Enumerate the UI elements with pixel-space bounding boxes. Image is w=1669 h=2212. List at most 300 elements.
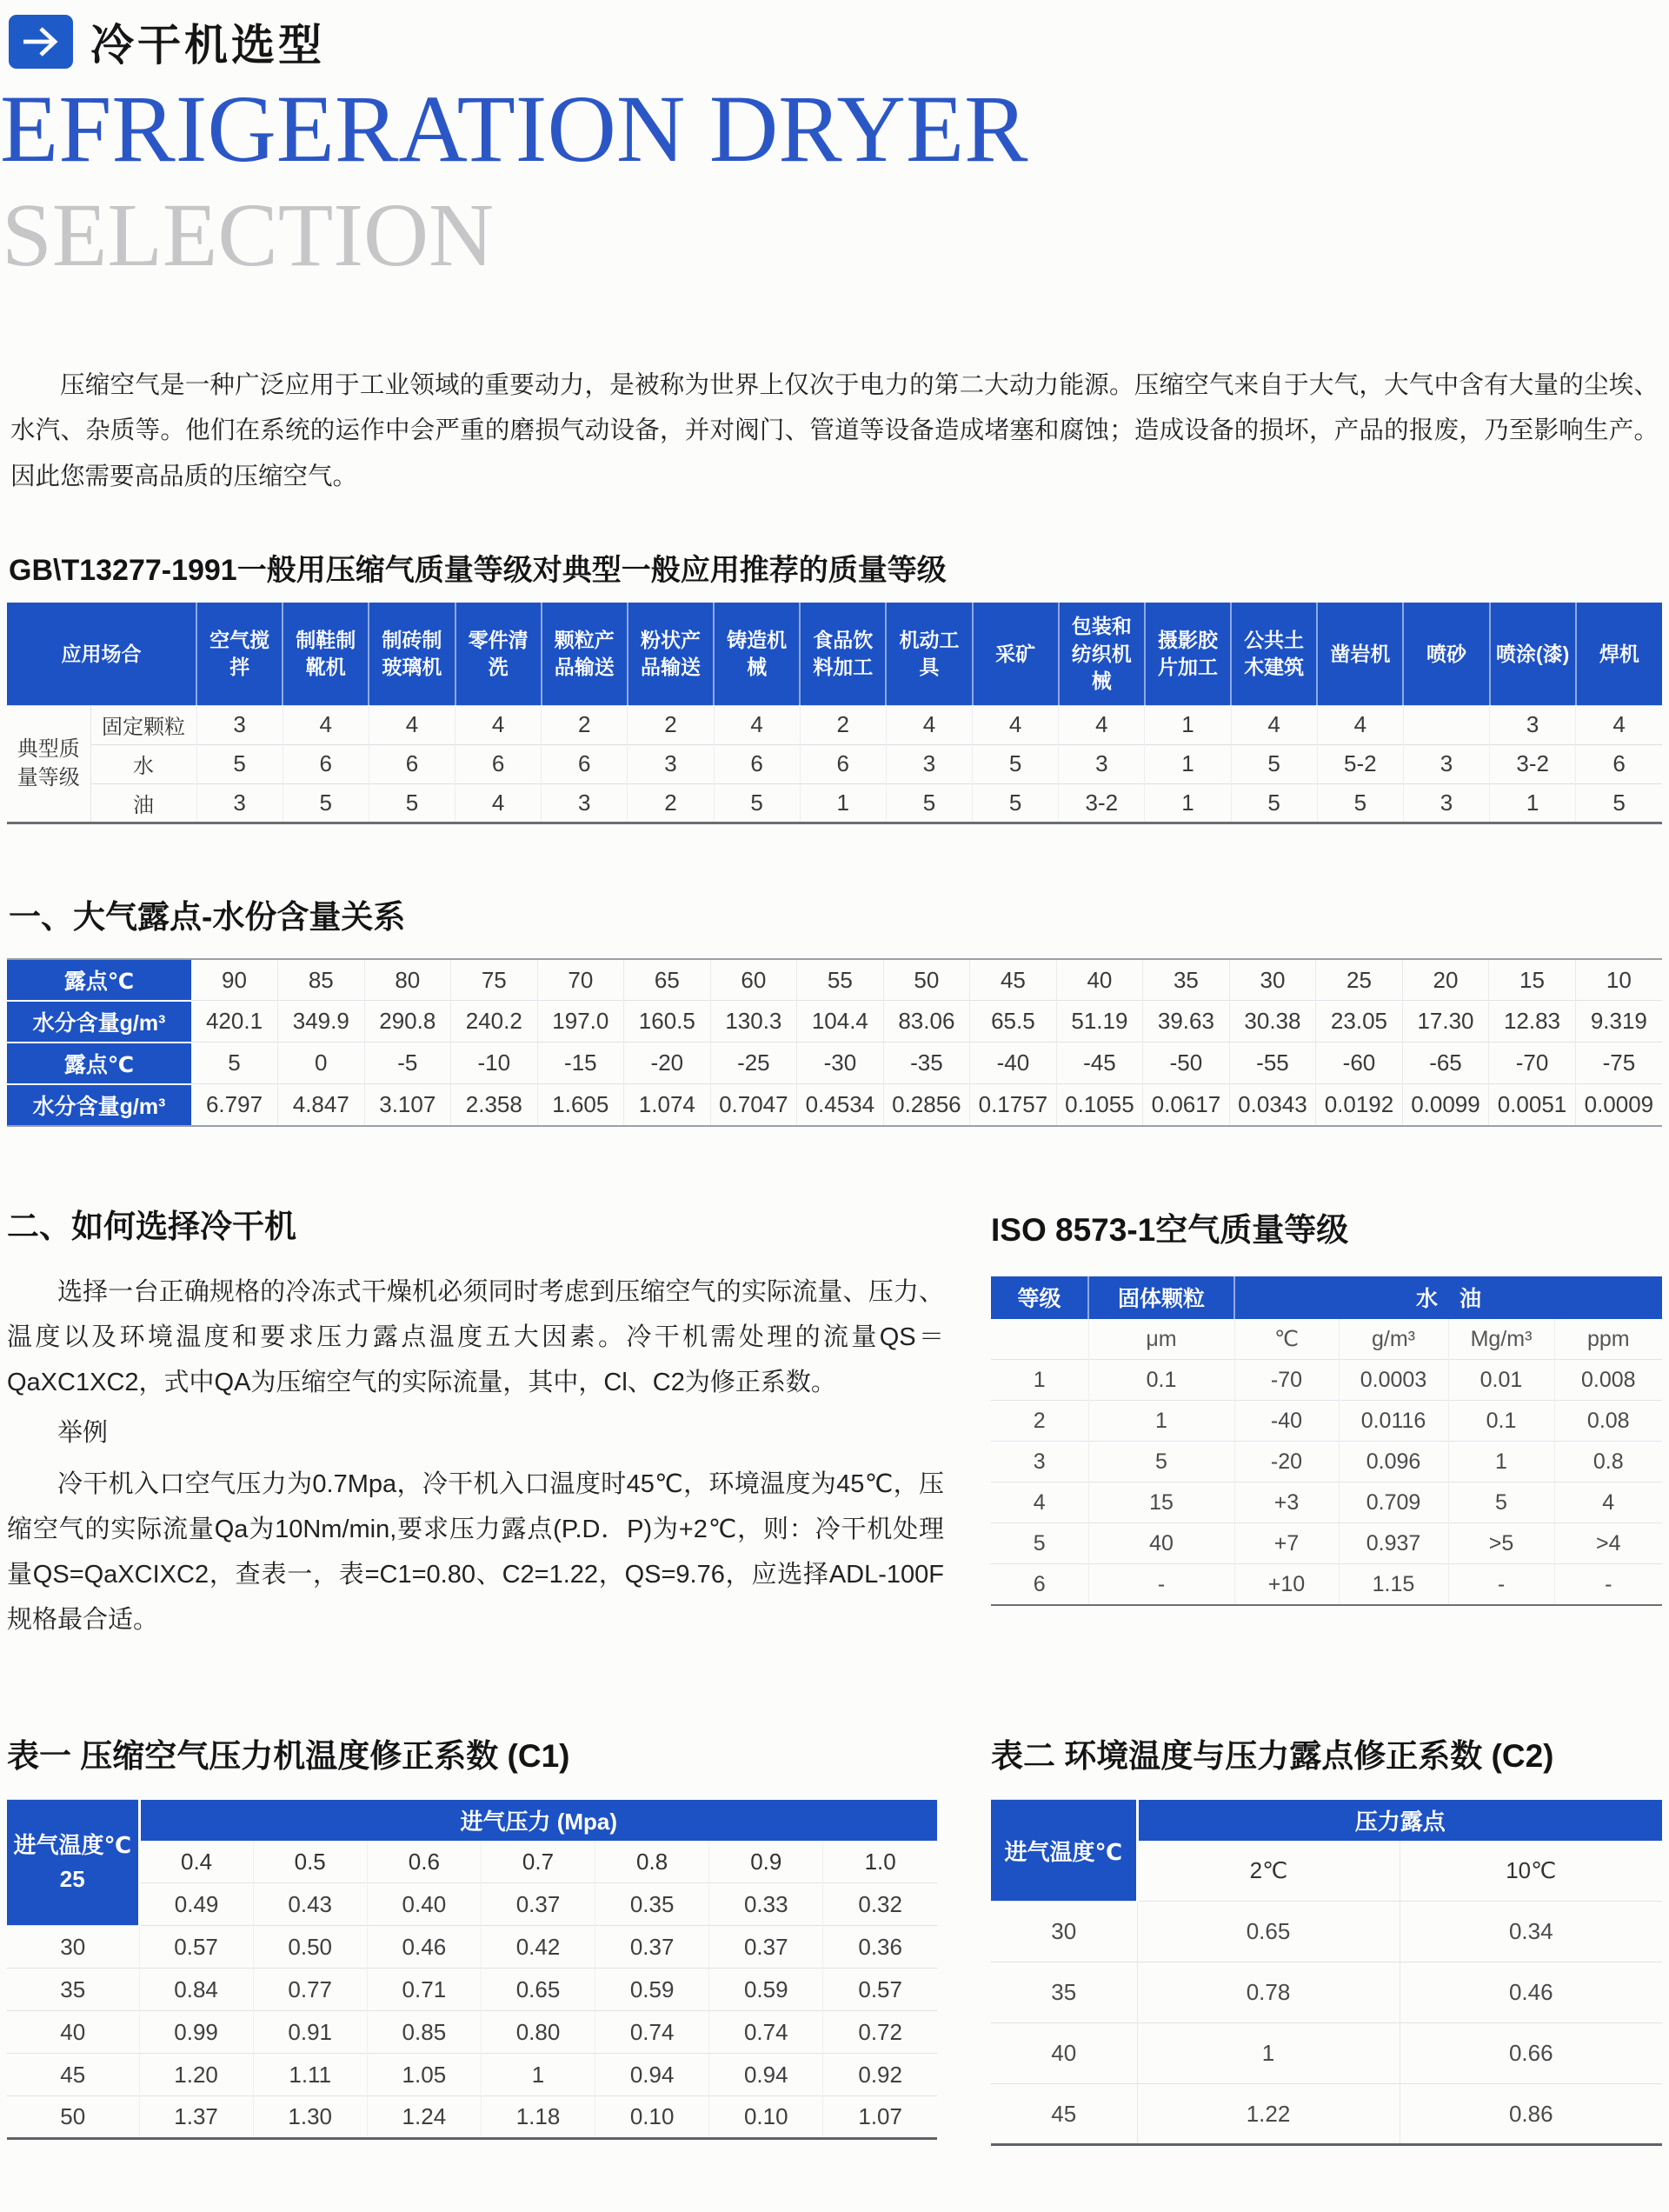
dew-row-label: 水分含量g/m³ [7, 1084, 191, 1126]
table-cell: 3 [196, 783, 283, 823]
table-cell: 5 [1317, 783, 1403, 823]
gb-data-row [7, 744, 1662, 783]
gb-column-header: 粉状产品输送 [628, 603, 714, 705]
table-cell: 3 [1490, 705, 1576, 744]
page-title-en-line2: SELECTION [2, 184, 495, 285]
table-cell: 0.1 [1088, 1360, 1234, 1401]
c1-column [7, 1729, 944, 2140]
gb-column-header: 颗粒产品输送 [542, 603, 628, 705]
c1-temp-cell: 50 [7, 2096, 139, 2139]
table-cell: 0.77 [253, 1969, 367, 2011]
bottom-section [7, 1729, 1662, 2146]
table-cell: 0.99 [139, 2011, 253, 2054]
table-cell: 1 [1145, 744, 1231, 783]
right-arrow-icon [20, 23, 62, 61]
iso-data-row [991, 1564, 1662, 1605]
gb-column-header: 铸造机械 [714, 603, 800, 705]
table-cell: 0.46 [367, 1926, 481, 1969]
table-cell: 40 [1088, 1523, 1234, 1564]
gb-column-header: 机动工具 [886, 603, 972, 705]
table-cell: 0.008 [1554, 1360, 1662, 1401]
table-cell: 0.43 [253, 1883, 367, 1926]
table-cell: 1.18 [481, 2096, 595, 2139]
intro-paragraph: 压缩空气是一种广泛应用于工业领域的重要动力，是被称为世界上仅次于电力的第二大动力能源。压缩空气来自于大气，大气中含有大量的尘埃、水汽、杂质等。他们在系统的运作中会严重的磨损气动设备，并对阀门、管道等设备造成堵塞和腐蚀；造成设备的损坏，产品的报废，乃至影响生产。因此您需要高品质的压缩空气。 [10, 370, 1659, 490]
c2-column [991, 1729, 1662, 2146]
table-cell: 45 [970, 959, 1057, 1001]
table-cell: 1 [1088, 1401, 1234, 1442]
table-cell: 5 [283, 783, 369, 823]
c1-data-row [7, 2096, 937, 2139]
gb-column-header: 采矿 [973, 603, 1059, 705]
c2-data-row [991, 1902, 1662, 1962]
table-cell: 0.7047 [710, 1084, 797, 1126]
iso-data-row [991, 1360, 1662, 1401]
table-cell: -20 [1234, 1442, 1339, 1482]
table-cell: 4 [455, 783, 542, 823]
table-cell: 75 [451, 959, 538, 1001]
table-cell: 0.37 [481, 1883, 595, 1926]
gb-table-heading: GB\T13277-1991一般用压缩气质量等级对典型一般应用推荐的质量等级 [9, 554, 947, 588]
gb-column-header: 零件清洗 [455, 603, 542, 705]
gb-data-row [7, 705, 1662, 744]
table-cell: 0.74 [595, 2011, 709, 2054]
table-cell: 35 [1143, 959, 1230, 1001]
table-cell: 85 [278, 959, 365, 1001]
table-cell: >5 [1448, 1523, 1554, 1564]
select-paragraph-2: 举例 [57, 1419, 109, 1448]
gb-row-group-label: 典型质量等级 [7, 705, 90, 823]
table-cell: 0.71 [367, 1969, 481, 2011]
table-cell: 5 [1576, 783, 1662, 823]
dew-section-heading: 一、大气露点-水份含量关系 [9, 898, 406, 935]
table-cell: 6.797 [191, 1084, 278, 1126]
c1-span-header: 进气压力 (Mpa) [139, 1800, 937, 1841]
table-cell: 4 [1059, 705, 1145, 744]
table-cell: 0.32 [823, 1883, 937, 1926]
table-cell: 1.05 [367, 2054, 481, 2096]
iso-data-row [991, 1401, 1662, 1442]
table-cell: -55 [1229, 1043, 1316, 1084]
c1-stub-label: 进气温度℃ [13, 1832, 131, 1859]
table-cell: -40 [970, 1043, 1057, 1084]
table-cell: 65 [624, 959, 711, 1001]
table-cell: 3 [542, 783, 628, 823]
table-cell: 9.319 [1575, 1001, 1662, 1043]
table-cell: 290.8 [364, 1001, 451, 1043]
table-cell: -50 [1143, 1043, 1230, 1084]
iso-particle-header: 固体颗粒 [1088, 1276, 1234, 1319]
dew-data-row [7, 959, 1662, 1001]
table-cell: 6 [991, 1564, 1088, 1605]
table-cell: 50 [883, 959, 970, 1001]
table-cell: 5 [973, 783, 1059, 823]
iso-data-row [991, 1482, 1662, 1523]
gb-column-header: 包装和纺织机械 [1059, 603, 1145, 705]
table-cell: -25 [710, 1043, 797, 1084]
table-cell: ℃ [1234, 1319, 1339, 1360]
table-cell: 5 [1088, 1442, 1234, 1482]
c2-data-row [991, 1962, 1662, 2023]
dew-row-label: 水分含量g/m³ [7, 1001, 191, 1043]
table-cell: 6 [369, 744, 455, 783]
table-cell: 1.15 [1339, 1564, 1448, 1605]
table-cell: 5-2 [1317, 744, 1403, 783]
table-cell: 40 [1056, 959, 1143, 1001]
table-cell: -20 [624, 1043, 711, 1084]
table-cell: 0.2856 [883, 1084, 970, 1126]
c2-temp-cell: 45 [991, 2084, 1137, 2145]
page-title-en: EFRIGERATION DRYER [0, 76, 1028, 182]
table-cell: 0.85 [367, 2011, 481, 2054]
table-cell: -30 [797, 1043, 884, 1084]
page-header [7, 0, 1662, 73]
table-cell: - [1088, 1564, 1234, 1605]
table-cell: 0.80 [481, 2011, 595, 2054]
c1-pressure-cell: 0.9 [709, 1841, 823, 1883]
table-cell: 0.86 [1400, 2084, 1662, 2145]
table-cell: 197.0 [537, 1001, 624, 1043]
table-cell: 55 [797, 959, 884, 1001]
c1-table-heading: 表一 压缩空气压力机温度修正系数 (C1) [7, 1738, 570, 1775]
iso-data-row [991, 1523, 1662, 1564]
table-cell: 6 [455, 744, 542, 783]
c1-pressure-cell: 1.0 [864, 1848, 896, 1875]
table-cell: 0.94 [709, 2054, 823, 2096]
table-cell: 0.8 [1554, 1442, 1662, 1482]
iso-water-oil-header: 水 油 [1234, 1276, 1662, 1319]
table-cell: 0.1757 [970, 1084, 1057, 1126]
table-cell: +3 [1234, 1482, 1339, 1523]
gb-row-label: 油 [90, 783, 196, 823]
c2-data-row [991, 2084, 1662, 2145]
c1-header-row [7, 1800, 937, 1841]
table-cell: 0.49 [139, 1883, 253, 1926]
table-cell: 1.22 [1137, 2084, 1400, 2145]
gb-column-header: 凿岩机 [1317, 603, 1403, 705]
table-cell: 349.9 [278, 1001, 365, 1043]
table-cell: 4 [1576, 705, 1662, 744]
table-cell: 3 [1403, 744, 1489, 783]
dew-data-row [7, 1001, 1662, 1043]
table-cell: 4 [1554, 1482, 1662, 1523]
iso-units-row [991, 1319, 1662, 1360]
table-cell: 70 [537, 959, 624, 1001]
table-cell: 1.37 [139, 2096, 253, 2139]
table-cell: 3 [1059, 744, 1145, 783]
table-cell: 23.05 [1316, 1001, 1403, 1043]
table-cell: 0.0343 [1229, 1084, 1316, 1126]
table-cell: 4.847 [278, 1084, 365, 1126]
gb-row-label: 固定颗粒 [90, 705, 196, 744]
table-cell: 0.42 [481, 1926, 595, 1969]
iso-table-heading: ISO 8573-1空气质量等级 [991, 1211, 1349, 1248]
table-cell: - [1448, 1564, 1554, 1605]
table-cell: 1 [481, 2054, 595, 2096]
table-cell: 2 [628, 783, 714, 823]
table-cell: 240.2 [451, 1001, 538, 1043]
gb-column-header: 焊机 [1576, 603, 1662, 705]
table-cell: 6 [1576, 744, 1662, 783]
gb-stub-header: 应用场合 [7, 603, 196, 705]
c1-data-row [7, 1969, 937, 2011]
c1-correction-table [7, 1799, 937, 2140]
c1-stub-value: 25 [59, 1866, 85, 1893]
dew-row-label: 露点℃ [7, 1043, 191, 1084]
table-cell: 0.33 [709, 1883, 823, 1926]
gb-column-header: 喷砂 [1403, 603, 1489, 705]
c2-dewpoint-cell: 2℃ [1137, 1841, 1400, 1902]
table-cell: 0.0192 [1316, 1084, 1403, 1126]
dew-data-row [7, 1084, 1662, 1126]
table-cell: 1.24 [367, 2096, 481, 2139]
table-cell: 0.40 [367, 1883, 481, 1926]
table-cell: 6 [714, 744, 800, 783]
table-cell: 0.937 [1339, 1523, 1448, 1564]
table-cell: -75 [1575, 1043, 1662, 1084]
table-cell: 1.11 [253, 2054, 367, 2096]
table-cell: 3 [991, 1442, 1088, 1482]
table-cell: 160.5 [624, 1001, 711, 1043]
table-cell: -15 [537, 1043, 624, 1084]
table-cell: -10 [451, 1043, 538, 1084]
table-cell: +7 [1234, 1523, 1339, 1564]
table-cell: 4 [991, 1482, 1088, 1523]
table-cell: 0.01 [1448, 1360, 1554, 1401]
page-title-cn: 冷干机选型 [90, 21, 325, 70]
table-cell: 3-2 [1059, 783, 1145, 823]
gb-data-row [7, 783, 1662, 823]
table-cell: 2 [542, 705, 628, 744]
c1-temp-cell: 35 [7, 1969, 139, 2011]
table-cell: 1 [1490, 783, 1576, 823]
c2-temp-cell: 30 [991, 1902, 1137, 1962]
table-cell: 25 [1316, 959, 1403, 1001]
table-cell: g/m³ [1339, 1319, 1448, 1360]
table-cell: 1.20 [139, 2054, 253, 2096]
table-cell: 2.358 [451, 1084, 538, 1126]
table-cell: 0.36 [823, 1926, 937, 1969]
selection-guide-column [7, 1200, 944, 1643]
c1-pressure-row [7, 1841, 937, 1883]
gb-header-row [7, 603, 1662, 705]
table-cell: >4 [1554, 1523, 1662, 1564]
c2-table-heading: 表二 环境温度与压力露点修正系数 (C2) [991, 1738, 1554, 1775]
table-cell: 4 [973, 705, 1059, 744]
table-cell: 4 [1317, 705, 1403, 744]
c1-data-row [7, 2054, 937, 2096]
table-cell: 0.1 [1448, 1401, 1554, 1442]
table-cell: 5 [196, 744, 283, 783]
table-cell: 4 [886, 705, 972, 744]
iso-column [991, 1200, 1662, 1606]
c2-header-row [991, 1800, 1662, 1841]
table-cell: -60 [1316, 1043, 1403, 1084]
table-cell [1403, 705, 1489, 744]
c1-data-row [7, 1926, 937, 1969]
dew-point-table [7, 958, 1662, 1127]
table-cell: 0.37 [595, 1926, 709, 1969]
gb-column-header: 制砖制玻璃机 [369, 603, 455, 705]
table-cell: 5 [991, 1523, 1088, 1564]
table-cell: 1 [800, 783, 886, 823]
table-cell: 0.0003 [1339, 1360, 1448, 1401]
c1-pressure-cell: 0.7 [481, 1841, 595, 1883]
table-cell: 30.38 [1229, 1001, 1316, 1043]
table-cell: 0.65 [1137, 1902, 1400, 1962]
table-cell: 0.709 [1339, 1482, 1448, 1523]
table-cell: 0.57 [823, 1969, 937, 2011]
gb-column-header: 公共土木建筑 [1231, 603, 1317, 705]
table-cell: 0.1055 [1056, 1084, 1143, 1126]
gb-column-header: 制鞋制靴机 [283, 603, 369, 705]
c2-temp-cell: 35 [991, 1962, 1137, 2023]
table-cell: 15 [1088, 1482, 1234, 1523]
gb-quality-table [7, 603, 1662, 824]
table-cell: 5 [714, 783, 800, 823]
gb-column-header: 摄影胶片加工 [1145, 603, 1231, 705]
table-cell: 0.10 [595, 2096, 709, 2139]
table-cell: 0.59 [709, 1969, 823, 2011]
table-cell: 1.07 [823, 2096, 937, 2139]
table-cell: Mg/m³ [1448, 1319, 1554, 1360]
table-cell: 3.107 [364, 1084, 451, 1126]
table-cell: 5 [191, 1043, 278, 1084]
table-cell: 0.10 [709, 2096, 823, 2139]
table-cell: -70 [1234, 1360, 1339, 1401]
table-cell: 0.0051 [1489, 1084, 1576, 1126]
iso-header-row [991, 1276, 1662, 1319]
table-cell: 2 [991, 1401, 1088, 1442]
table-cell: 0.78 [1137, 1962, 1400, 2023]
c2-span-header: 压力露点 [1137, 1800, 1662, 1841]
table-cell: 0.92 [823, 2054, 937, 2096]
table-cell: 39.63 [1143, 1001, 1230, 1043]
table-cell: μm [1088, 1319, 1234, 1360]
table-cell: 4 [283, 705, 369, 744]
c1-pressure-cell: 0.5 [253, 1841, 367, 1883]
table-cell: 1 [1448, 1442, 1554, 1482]
table-cell: - [1554, 1564, 1662, 1605]
select-paragraph-3: 冷干机入口空气压力为0.7Mpa，冷干机入口温度时45℃，环境温度为45℃，压缩空气的实际流量Qa为10Nm/min,要求压力露点(P.D．P)为+2℃，则：冷干机处理量QS=QaXCIXC2，查表一，表=C1=0.80、C2=1.22，QS=9.76，应选择ADL-100F规格最合适。 [7, 1469, 944, 1635]
table-cell: 1 [991, 1360, 1088, 1401]
table-cell: 1 [1137, 2023, 1400, 2084]
table-cell: 0.35 [595, 1883, 709, 1926]
table-cell: 6 [800, 744, 886, 783]
table-cell: 10 [1606, 966, 1632, 993]
table-cell: 83.06 [883, 1001, 970, 1043]
table-cell: 12.83 [1489, 1001, 1576, 1043]
c2-data-row [991, 2023, 1662, 2084]
gb-column-header: 喷涂(漆) [1490, 603, 1576, 705]
table-cell: 0.50 [253, 1926, 367, 1969]
dew-data-row [7, 1043, 1662, 1084]
table-cell: 3 [1403, 783, 1489, 823]
table-cell: 1.074 [624, 1084, 711, 1126]
table-cell: 0.66 [1400, 2023, 1662, 2084]
table-cell: 0.84 [139, 1969, 253, 2011]
c1-data-row [7, 2011, 937, 2054]
table-cell: -45 [1056, 1043, 1143, 1084]
iso-grade-header: 等级 [991, 1276, 1088, 1319]
c2-temp-cell: 40 [991, 2023, 1137, 2084]
table-cell: 1.605 [537, 1084, 624, 1126]
table-cell: 0.46 [1400, 1962, 1662, 2023]
table-cell: 3 [628, 744, 714, 783]
table-cell: 30 [1229, 959, 1316, 1001]
table-cell: 0.37 [709, 1926, 823, 1969]
table-cell: 0.0099 [1402, 1084, 1489, 1126]
table-cell: 80 [364, 959, 451, 1001]
table-cell: 60 [710, 959, 797, 1001]
table-cell: 104.4 [797, 1001, 884, 1043]
table-cell: 0 [278, 1043, 365, 1084]
table-cell: 1 [1145, 705, 1231, 744]
table-cell: -35 [883, 1043, 970, 1084]
table-cell: 0.74 [709, 2011, 823, 2054]
table-cell: 0.94 [595, 2054, 709, 2096]
c1-temp-cell: 45 [7, 2054, 139, 2096]
table-cell: 5 [369, 783, 455, 823]
table-cell: -5 [364, 1043, 451, 1084]
table-cell: 0.0617 [1143, 1084, 1230, 1126]
table-cell: 420.1 [191, 1001, 278, 1043]
table-cell: 2 [628, 705, 714, 744]
middle-section [7, 1200, 1662, 1643]
table-cell [991, 1319, 1088, 1360]
table-cell: 6 [542, 744, 628, 783]
iso-data-row [991, 1442, 1662, 1482]
table-cell: -65 [1402, 1043, 1489, 1084]
table-cell: 0.0009 [1575, 1084, 1662, 1126]
table-cell: 1.30 [253, 2096, 367, 2139]
c1-temp-cell: 40 [7, 2011, 139, 2054]
table-cell: 0.08 [1554, 1401, 1662, 1442]
table-cell: 65.5 [970, 1001, 1057, 1043]
arrow-badge [9, 15, 73, 69]
table-cell: 4 [369, 705, 455, 744]
table-cell: 4 [455, 705, 542, 744]
table-cell: 15 [1489, 959, 1576, 1001]
table-cell: 90 [191, 959, 278, 1001]
table-cell: ppm [1586, 1326, 1630, 1351]
table-cell: +10 [1234, 1564, 1339, 1605]
table-cell: 3 [886, 744, 972, 783]
dew-row-label: 露点℃ [7, 959, 191, 1001]
c2-correction-table [991, 1799, 1662, 2146]
select-paragraph-1: 选择一台正确规格的冷冻式干燥机必须同时考虑到压缩空气的实际流量、压力、温度以及环境温度和要求压力露点温度五大因素。冷干机需处理的流量QS＝QaXC1XC2，式中QA为压缩空气的实际流量，其中，Cl、C2为修正系数。 [7, 1277, 944, 1397]
table-cell: 0.0116 [1339, 1401, 1448, 1442]
gb-column-header: 空气搅拌 [196, 603, 283, 705]
table-cell: 5 [1231, 744, 1317, 783]
table-cell: 17.30 [1402, 1001, 1489, 1043]
select-section-heading: 二、如何选择冷干机 [7, 1208, 296, 1244]
table-cell: 6 [283, 744, 369, 783]
table-cell: 0.91 [253, 2011, 367, 2054]
table-cell: 0.57 [139, 1926, 253, 1969]
table-cell: 0.096 [1339, 1442, 1448, 1482]
c1-temp-cell: 30 [7, 1926, 139, 1969]
table-cell: 1 [1145, 783, 1231, 823]
c1-pressure-cell: 0.6 [367, 1841, 481, 1883]
table-cell: 0.65 [481, 1969, 595, 2011]
table-cell: -40 [1234, 1401, 1339, 1442]
table-cell: 0.4534 [797, 1084, 884, 1126]
table-cell: 0.34 [1400, 1902, 1662, 1962]
table-cell: 130.3 [710, 1001, 797, 1043]
c1-pressure-cell: 0.4 [139, 1841, 253, 1883]
gb-row-label: 水 [90, 744, 196, 783]
table-cell: 4 [1231, 705, 1317, 744]
